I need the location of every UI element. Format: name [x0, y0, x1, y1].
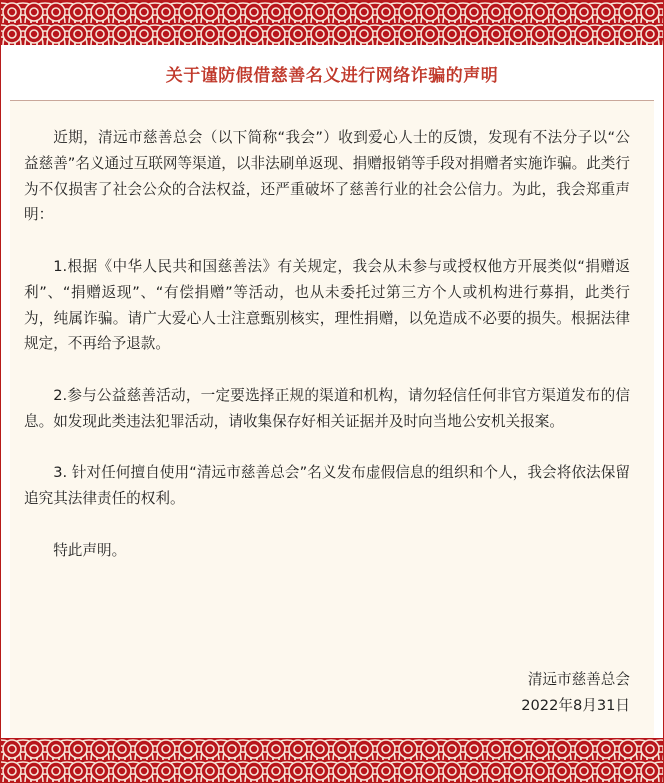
- paragraph-intro: 近期，清远市慈善总会（以下简称“我会”）收到爱心人士的反馈，发现有不法分子以“公益慈善”名义通过互联网等渠道，以非法刷单返现、捐赠报销等手段对捐赠者实施诈骗。此类行为不仅损害了社会公众的合法权益，还严重破坏了慈善行业的社会公信力。为此，我会郑重声明：: [24, 129, 630, 224]
- cloud-pattern-icon: [1, 1, 663, 45]
- signature-date: 2022年8月31日: [521, 697, 630, 714]
- bottom-decorative-band: [1, 738, 663, 782]
- paragraph-point-1: 1.根据《中华人民共和国慈善法》有关规定，我会从未参与或授权他方开展类似“捐赠返利”、“捐赠返现”、“有偿捐赠”等活动，也从未委托过第三方个人或机构进行募捐，此类行为，纯属诈骗。请广大爱心人士注意甄别核实，理性捐赠，以免造成不必要的损失。根据法律规定，不再给予退款。: [24, 257, 630, 353]
- page-title: 关于谨防假借慈善名义进行网络诈骗的声明: [165, 65, 499, 86]
- paragraph-point-2: 2.参与公益慈善活动，一定要选择正规的渠道和机构，请勿轻信任何非官方渠道发布的信息。如发现此类违法犯罪活动，请收集保存好相关证据并及时向当地公安机关报案。: [24, 386, 630, 430]
- title-bar: [1, 45, 663, 101]
- cloud-pattern-icon: [1, 738, 663, 782]
- paragraph-point-3: 3. 针对任何擅自使用“清远市慈善总会”名义发布虚假信息的组织和个人，我会将依法保留追究其法律责任的权利。: [24, 464, 630, 508]
- top-decorative-band: [1, 1, 663, 45]
- closing-text: 特此声明。: [53, 541, 127, 559]
- statement-body: [10, 101, 654, 738]
- signature-organization: 清远市慈善总会: [527, 671, 630, 688]
